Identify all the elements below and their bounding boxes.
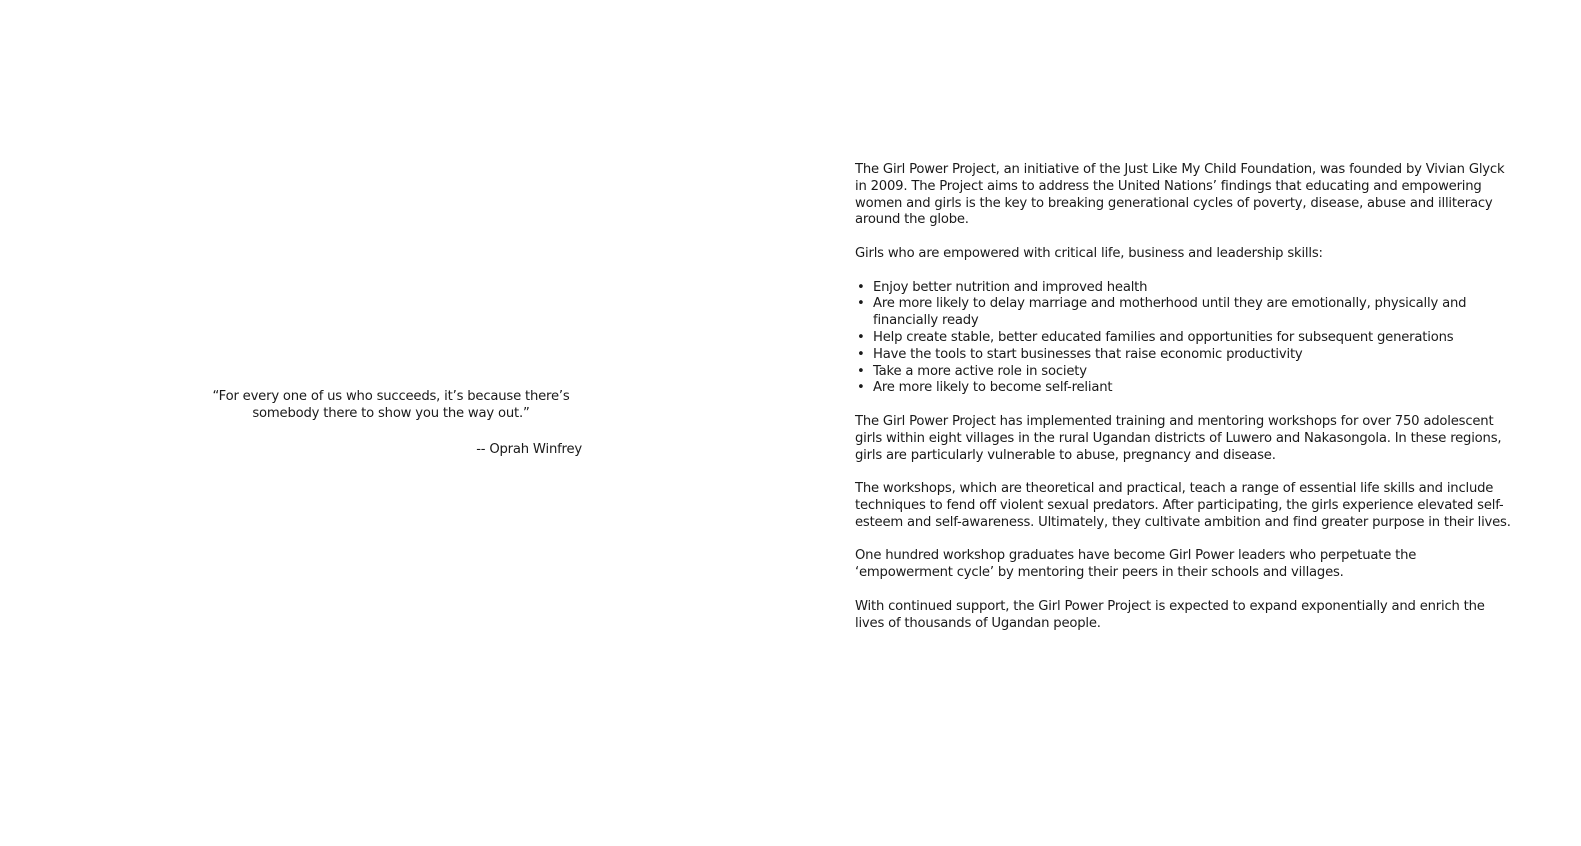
benefits-list xyxy=(855,280,1515,398)
intro-paragraph: The Girl Power Project, an initiative of the Just Like My Child Foundation, was founded by Vivian Glyck in 2009. The Project aims to address the United Nations’ findings that educating and empowering women and girls is the key to breaking generational cycles of poverty, disease, abuse and illiteracy around the globe. xyxy=(855,162,1505,228)
right-page xyxy=(855,162,1515,649)
quote-author: -- Oprah Winfrey xyxy=(476,442,582,457)
support-paragraph: With continued support, the Girl Power Project is expected to expand exponentially and enrich the lives of thousands of Ugandan people. xyxy=(855,598,1485,631)
list-item: • Help create stable, better educated families and opportunities for subsequent generations xyxy=(855,330,1515,347)
list-lead-paragraph: Girls who are empowered with critical life, business and leadership skills: xyxy=(855,245,1323,261)
workshops-paragraph: The workshops, which are theoretical and practical, teach a range of essential life skills and include techniques to fend off violent sexual predators. After participating, the girls experience elevated self-esteem and self-awareness. Ultimately, they cultivate ambition and find greater purpose in their lives. xyxy=(855,481,1511,530)
graduates-paragraph: One hundred workshop graduates have become Girl Power leaders who perpetuate the ‘empowerment cycle’ by mentoring their peers in their schools and villages. xyxy=(855,548,1417,581)
list-item: • Have the tools to start businesses that raise economic productivity xyxy=(855,347,1515,364)
list-item: • Are more likely to become self-reliant xyxy=(855,380,1515,397)
list-item: • Take a more active role in society xyxy=(855,364,1515,381)
quote-text: “For every one of us who succeeds, it’s because there’s somebody there to show you the way out.” xyxy=(212,389,570,421)
training-paragraph: The Girl Power Project has implemented training and mentoring workshops for over 750 adolescent girls within eight villages in the rural Ugandan districts of Luwero and Nakasongola. In these regions, girls are particularly vulnerable to abuse, pregnancy and disease. xyxy=(855,413,1502,463)
list-item: • Are more likely to delay marriage and motherhood until they are emotionally, physically and financially ready xyxy=(855,296,1515,330)
quote-block xyxy=(195,388,587,458)
list-item: • Enjoy better nutrition and improved health xyxy=(855,280,1515,297)
left-page xyxy=(0,0,790,846)
